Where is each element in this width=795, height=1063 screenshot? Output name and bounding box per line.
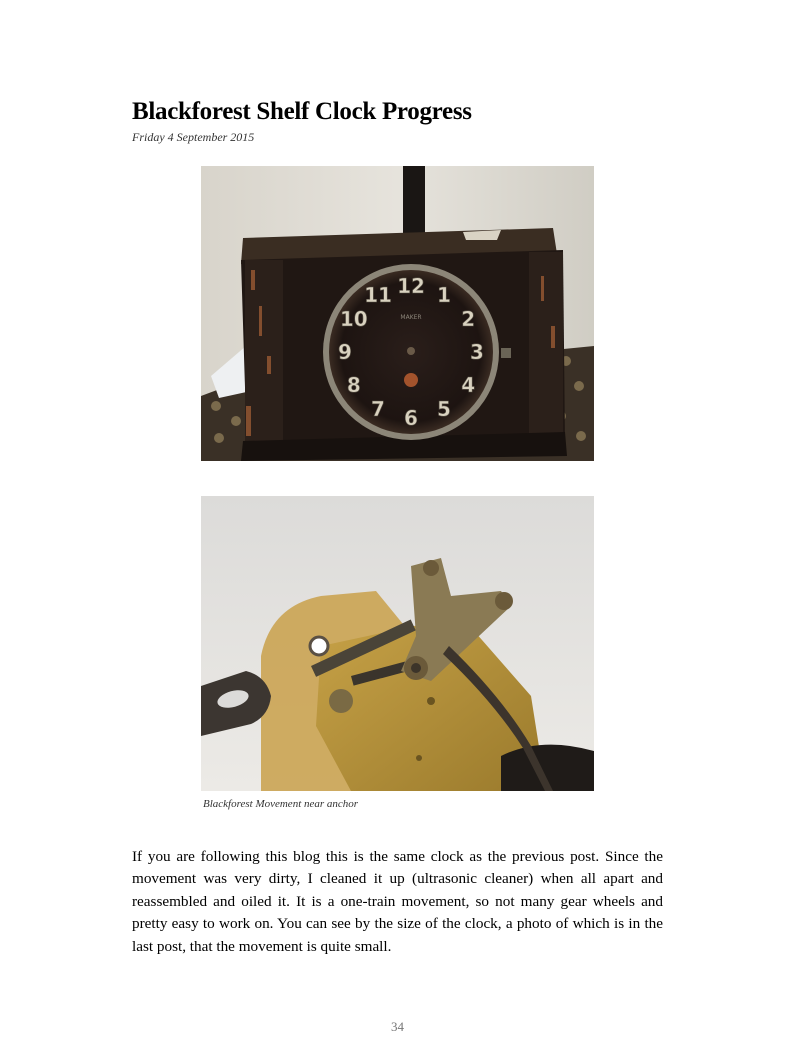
clock-numeral-3: 3 bbox=[470, 340, 484, 364]
post-date: Friday 4 September 2015 bbox=[132, 130, 255, 144]
clock-numeral-4: 4 bbox=[461, 373, 476, 397]
clock-numeral-11: 11 bbox=[364, 282, 392, 307]
clock-numeral-9: 9 bbox=[338, 340, 352, 364]
image-caption: Blackforest Movement near anchor bbox=[203, 798, 359, 810]
shelf-clock-photo bbox=[201, 166, 594, 461]
clock-numeral-1: 1 bbox=[437, 282, 451, 307]
page-number: 34 bbox=[391, 1019, 404, 1034]
clock-numeral-6: 6 bbox=[404, 406, 418, 430]
clock-numeral-7: 7 bbox=[371, 397, 385, 422]
post-title: Blackforest Shelf Clock Progress bbox=[132, 98, 472, 125]
clock-numeral-8: 8 bbox=[346, 373, 361, 397]
clock-numeral-5: 5 bbox=[437, 397, 451, 422]
clock-numeral-2: 2 bbox=[461, 307, 476, 331]
clock-movement-photo bbox=[201, 496, 594, 791]
body-paragraph: If you are following this blog this is the same clock as the previous post. Since the movement was very dirty, I cleaned it up (ultrasonic cleaner) when all apart and reassembled and oiled it. It is a one-train movement, so not many gear wheels and pretty easy to work on. You can see by the size of the clock, a photo of which is in the last post, that the movement is quite small. bbox=[132, 848, 663, 955]
clock-numeral-10: 10 bbox=[339, 307, 368, 331]
svg-text:MAKER: MAKER bbox=[400, 314, 422, 321]
clock-numeral-12: 12 bbox=[397, 274, 425, 298]
